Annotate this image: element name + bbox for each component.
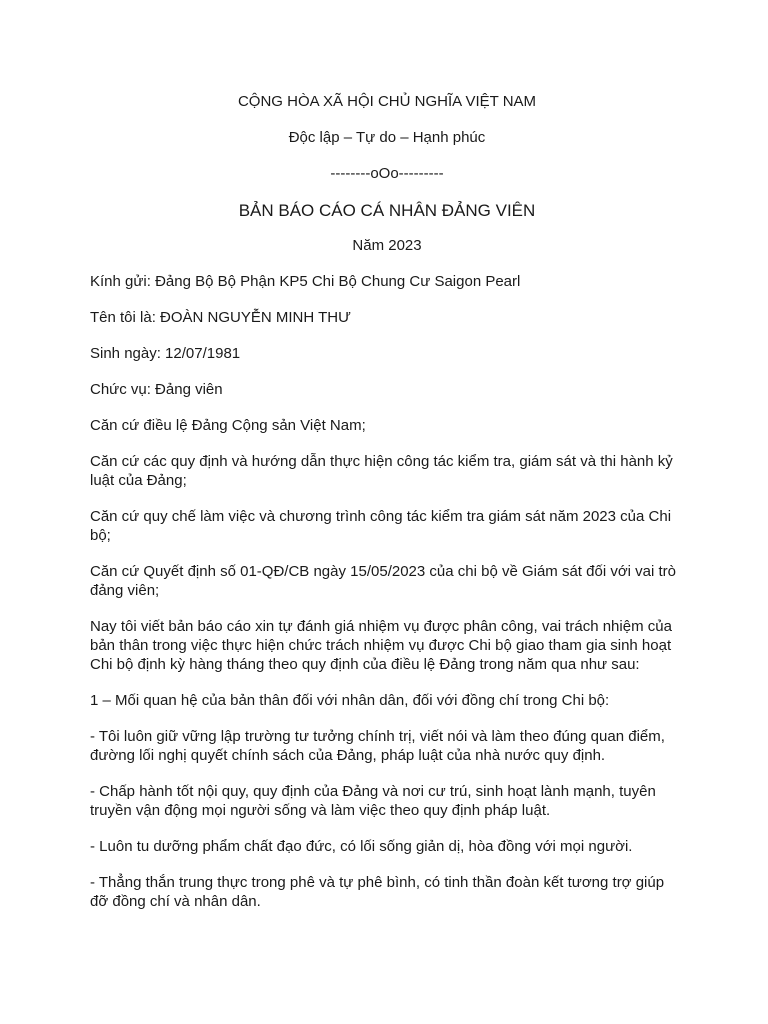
birthdate-line: Sinh ngày: 12/07/1981: [90, 345, 241, 362]
basis-work-rules: Căn cứ quy chế làm việc và chương trình công tác kiểm tra giám sát năm 2023 của Chi bộ;: [90, 508, 672, 544]
basis-regulations: Căn cứ các quy định và hướng dẫn thực hiện công tác kiểm tra, giám sát và thi hành kỷ luật của Đảng;: [90, 453, 673, 489]
recipient-line: Kính gửi: Đảng Bộ Bộ Phận KP5 Chi Bộ Chung Cư Saigon Pearl: [90, 273, 521, 290]
document-title: BẢN BÁO CÁO CÁ NHÂN ĐẢNG VIÊN: [238, 201, 536, 220]
nation-heading: CỘNG HÒA XÃ HỘI CHỦ NGHĨA VIỆT NAM: [237, 93, 537, 110]
intro-paragraph: Nay tôi viết bản báo cáo xin tự đánh giá nhiệm vụ được phân công, vai trách nhiệm của bản thân trong việc thực hiện chức trách nhiệm vụ được Chi bộ giao tham gia sinh hoạt Chi bộ định kỳ hàng tháng theo quy định của điều lệ Đảng trong năm qua như sau:: [90, 618, 672, 673]
document-year: Năm 2023: [352, 237, 422, 254]
decorative-divider: --------oOo---------: [330, 165, 444, 182]
bullet-compliance: - Chấp hành tốt nội quy, quy định của Đảng và nơi cư trú, sinh hoạt lành mạnh, tuyên truyền vận động mọi người sống và làm việc theo quy định pháp luật.: [90, 783, 656, 819]
bullet-political-stance: - Tôi luôn giữ vững lập trường tư tưởng chính trị, viết nói và làm theo đúng quan điểm, đường lối nghị quyết chính sách của Đảng, pháp luật của nhà nước quy định.: [90, 728, 665, 764]
motto-heading: Độc lập – Tự do – Hạnh phúc: [288, 129, 486, 146]
bullet-ethics: - Luôn tu dưỡng phẩm chất đạo đức, có lối sống giản dị, hòa đồng với mọi người.: [90, 838, 633, 855]
document-page: [90, 92, 684, 928]
basis-decision: Căn cứ Quyết định số 01-QĐ/CB ngày 15/05/2023 của chi bộ về Giám sát đối với vai trò đảng viên;: [90, 563, 677, 599]
name-line: Tên tôi là: ĐOÀN NGUYỄN MINH THƯ: [90, 309, 351, 326]
basis-charter: Căn cứ điều lệ Đảng Cộng sản Việt Nam;: [90, 417, 366, 434]
bullet-criticism: - Thẳng thắn trung thực trong phê và tự phê bình, có tinh thần đoàn kết tương trợ giúp đỡ đồng chí và nhân dân.: [90, 874, 665, 910]
position-line: Chức vụ: Đảng viên: [90, 381, 223, 398]
section-1-heading: 1 – Mối quan hệ của bản thân đối với nhân dân, đối với đồng chí trong Chi bộ:: [90, 692, 610, 709]
